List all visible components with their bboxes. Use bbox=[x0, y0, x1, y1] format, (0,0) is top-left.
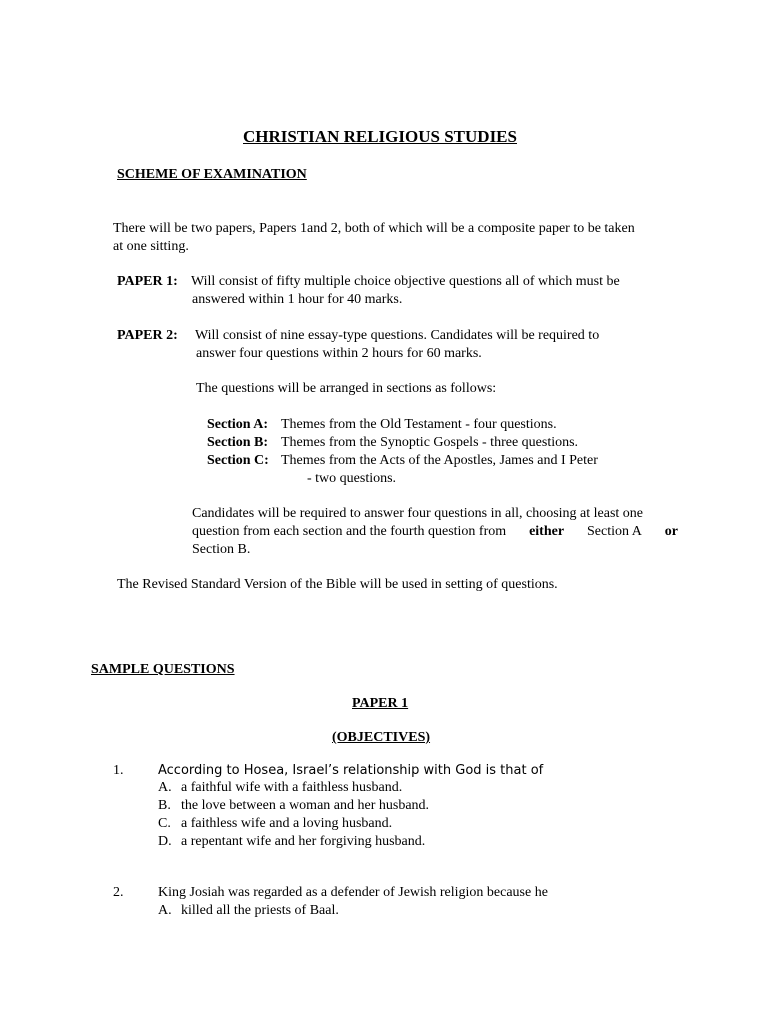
section-c-text: Themes from the Acts of the Apostles, James and I Peter bbox=[281, 453, 598, 468]
sections-intro: The questions will be arranged in sections as follows: bbox=[196, 381, 497, 396]
candidates-or: or bbox=[664, 524, 678, 539]
question-number: 2. bbox=[113, 885, 124, 900]
option-letter: C. bbox=[158, 816, 171, 831]
option-letter: A. bbox=[158, 780, 172, 795]
paper1-line-2: answered within 1 hour for 40 marks. bbox=[192, 292, 403, 307]
candidates-line-2 bbox=[192, 523, 678, 541]
paper2-label: PAPER 2: bbox=[117, 328, 178, 343]
section-b-label: Section B: bbox=[207, 435, 269, 450]
question-number: 1. bbox=[113, 763, 124, 778]
option-text: killed all the priests of Baal. bbox=[181, 903, 339, 918]
section-b-text: Themes from the Synoptic Gospels - three questions. bbox=[281, 435, 579, 450]
candidates-line-2-part-b: Section A bbox=[587, 524, 642, 539]
document-title: CHRISTIAN RELIGIOUS STUDIES bbox=[243, 127, 517, 146]
section-a-label: Section A: bbox=[207, 417, 269, 432]
section-c-label: Section C: bbox=[207, 453, 269, 468]
bible-version-note: The Revised Standard Version of the Bible will be used in setting of questions. bbox=[117, 577, 558, 592]
paper1-heading: PAPER 1 bbox=[352, 696, 409, 711]
paper1-label: PAPER 1: bbox=[117, 274, 178, 289]
candidates-line-1: Candidates will be required to answer four questions in all, choosing at least one bbox=[192, 506, 644, 521]
option-letter: B. bbox=[158, 798, 171, 813]
objectives-heading: (OBJECTIVES) bbox=[332, 730, 431, 745]
intro-line-2: at one sitting. bbox=[113, 239, 189, 254]
option-text: the love between a woman and her husband. bbox=[181, 798, 430, 813]
question-stem: King Josiah was regarded as a defender of Jewish religion because he bbox=[158, 885, 548, 900]
sample-questions-heading: SAMPLE QUESTIONS bbox=[91, 662, 235, 677]
scheme-heading: SCHEME OF EXAMINATION bbox=[117, 167, 307, 182]
paper1-line-1: Will consist of fifty multiple choice objective questions all of which must be bbox=[191, 274, 620, 289]
option-text: a faithless wife and a loving husband. bbox=[181, 816, 393, 831]
option-letter: A. bbox=[158, 903, 172, 918]
option-text: a repentant wife and her forgiving husband. bbox=[181, 834, 426, 849]
candidates-line-2-part-a: question from each section and the fourth question from bbox=[192, 524, 507, 539]
candidates-either: either bbox=[529, 524, 565, 539]
section-a-text: Themes from the Old Testament - four questions. bbox=[281, 417, 557, 432]
section-c-text-continued: - two questions. bbox=[307, 471, 397, 486]
option-letter: D. bbox=[158, 834, 172, 849]
paper2-line-1: Will consist of nine essay-type questions. Candidates will be required to bbox=[195, 328, 600, 343]
option-text: a faithful wife with a faithless husband. bbox=[181, 780, 403, 795]
question-stem: According to Hosea, Israel’s relationship with God is that of bbox=[158, 763, 544, 778]
intro-line-1: There will be two papers, Papers 1and 2, both of which will be a composite paper to be taken bbox=[113, 221, 635, 236]
candidates-line-3: Section B. bbox=[192, 542, 251, 557]
paper2-line-2: answer four questions within 2 hours for 60 marks. bbox=[196, 346, 482, 361]
